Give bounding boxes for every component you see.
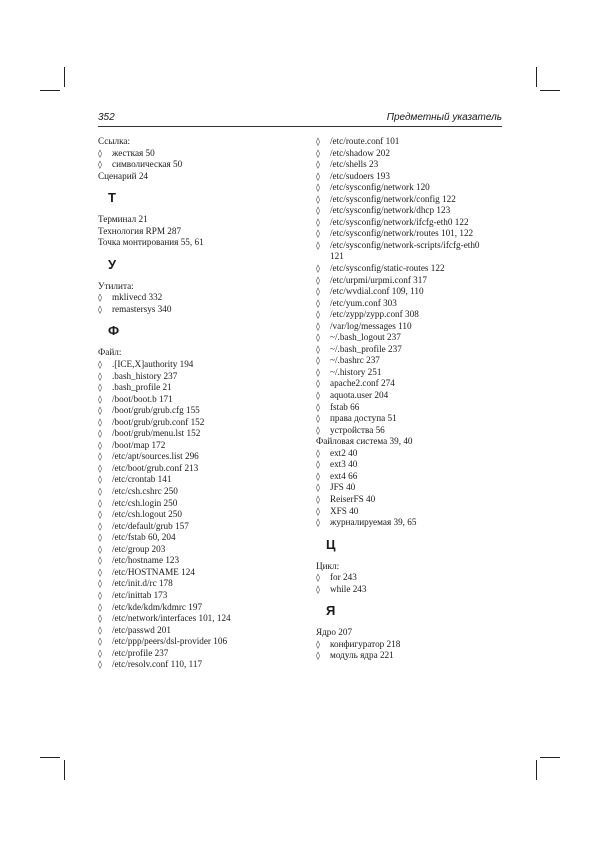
subentry-text: ext4 66 xyxy=(330,470,358,481)
index-subentry xyxy=(316,482,506,494)
subentry-text: /etc/route.conf 101 xyxy=(330,136,400,146)
index-subentry xyxy=(316,390,506,402)
header-rule xyxy=(98,126,502,127)
lozenge-bullet-icon: ◊ xyxy=(316,171,320,181)
index-subentry xyxy=(316,321,506,333)
index-subentry xyxy=(316,402,506,414)
index-subentry xyxy=(316,286,506,298)
index-subentry xyxy=(98,613,298,625)
subentry-text: права доступа 51 xyxy=(330,413,397,424)
subentry-text: /etc/sysconfig/network-scripts/ifcfg-eth0 xyxy=(330,239,480,250)
lozenge-bullet-icon: ◊ xyxy=(316,356,320,366)
subentry-text: /boot/map 172 xyxy=(112,439,166,450)
subentry-text: /etc/apt/sources.list 296 xyxy=(112,451,199,462)
subentry-text: /etc/urpmi/urpmi.conf 317 xyxy=(330,274,427,285)
lozenge-bullet-icon: ◊ xyxy=(316,137,320,146)
lozenge-bullet-icon: ◊ xyxy=(316,391,320,401)
lozenge-bullet-icon: ◊ xyxy=(98,371,102,381)
lozenge-bullet-icon: ◊ xyxy=(316,217,320,227)
subentry-text: /etc/shadow 202 xyxy=(330,147,390,158)
index-subentry xyxy=(98,417,298,429)
subentry-text: remastersys 340 xyxy=(112,303,172,314)
subentry-text: for 243 xyxy=(330,572,357,583)
lozenge-bullet-icon: ◊ xyxy=(98,394,102,404)
section-letter: Ф xyxy=(108,323,120,339)
index-subentry xyxy=(98,292,298,304)
subentry-text: /etc/sysconfig/static-routes 122 xyxy=(330,263,445,274)
lozenge-bullet-icon: ◊ xyxy=(316,402,320,412)
lozenge-bullet-icon: ◊ xyxy=(316,287,320,297)
lozenge-bullet-icon: ◊ xyxy=(316,506,320,516)
lozenge-bullet-icon: ◊ xyxy=(316,414,320,424)
index-subentry xyxy=(98,521,298,533)
index-subentry xyxy=(316,355,506,367)
crop-mark xyxy=(536,67,537,87)
index-subentry xyxy=(316,517,506,529)
index-subentry xyxy=(316,584,506,596)
index-subentry xyxy=(316,136,506,148)
lozenge-bullet-icon: ◊ xyxy=(98,556,102,566)
page-number: 352 xyxy=(98,112,115,123)
subentry-text: /etc/sysconfig/network/routes 101, 122 xyxy=(330,228,474,239)
index-entry: Ядро 207 xyxy=(316,627,353,638)
subentry-text: /etc/sysconfig/network 120 xyxy=(330,182,430,193)
lozenge-bullet-icon: ◊ xyxy=(316,518,320,528)
subentry-text: /etc/kde/kdm/kdmrc 197 xyxy=(112,601,203,612)
subentry-text: /etc/resolv.conf 110, 117 xyxy=(112,659,203,670)
lozenge-bullet-icon: ◊ xyxy=(316,275,320,285)
index-entry: Файловая система 39, 40 xyxy=(316,436,413,447)
index-subentry xyxy=(316,194,506,206)
index-subentry xyxy=(98,509,298,521)
lozenge-bullet-icon: ◊ xyxy=(316,367,320,377)
subentry-text: fstab 66 xyxy=(330,401,360,412)
subentry-text: модуль ядра 221 xyxy=(330,650,394,661)
index-subentry xyxy=(316,298,506,310)
subentry-text: /etc/sysconfig/network/ifcfg-eth0 122 xyxy=(330,216,469,227)
lozenge-bullet-icon: ◊ xyxy=(316,379,320,389)
lozenge-bullet-icon: ◊ xyxy=(98,293,102,303)
index-entry: Файл: xyxy=(98,347,122,358)
subentry-text: символическая 50 xyxy=(112,159,183,170)
subentry-text: .bash_profile 21 xyxy=(112,382,172,393)
index-subentry xyxy=(98,544,298,556)
lozenge-bullet-icon: ◊ xyxy=(316,310,320,320)
index-subentry xyxy=(316,471,506,483)
lozenge-bullet-icon: ◊ xyxy=(98,440,102,450)
subentry-text: /var/log/messages 110 xyxy=(330,320,412,331)
subentry-text: /etc/network/interfaces 101, 124 xyxy=(112,613,231,624)
index-subentry xyxy=(98,625,298,637)
lozenge-bullet-icon: ◊ xyxy=(98,406,102,416)
subentry-text: /boot/grub/grub.conf 152 xyxy=(112,416,205,427)
lozenge-bullet-icon: ◊ xyxy=(316,584,320,594)
lozenge-bullet-icon: ◊ xyxy=(316,471,320,481)
index-subentry xyxy=(316,275,506,287)
index-subentry xyxy=(316,171,506,183)
index-subentry xyxy=(316,413,506,425)
crop-mark xyxy=(40,90,60,91)
index-entry: Цикл: xyxy=(316,560,340,571)
lozenge-bullet-icon: ◊ xyxy=(98,463,102,473)
index-subentry xyxy=(98,636,298,648)
index-subentry xyxy=(98,463,298,475)
subentry-text: /etc/zypp/zypp.conf 308 xyxy=(330,309,419,320)
lozenge-bullet-icon: ◊ xyxy=(316,333,320,343)
index-subentry xyxy=(98,440,298,452)
index-subentry xyxy=(98,659,298,671)
lozenge-bullet-icon: ◊ xyxy=(98,590,102,600)
subentry-text: /etc/group 203 xyxy=(112,543,166,554)
lozenge-bullet-icon: ◊ xyxy=(316,425,320,435)
crop-mark xyxy=(40,757,60,758)
subentry-text: /etc/ppp/peers/dsl-provider 106 xyxy=(112,636,228,647)
lozenge-bullet-icon: ◊ xyxy=(98,498,102,508)
subentry-text: устройства 56 xyxy=(330,424,385,435)
index-subentry xyxy=(98,578,298,590)
running-title: Предметный указатель xyxy=(386,112,502,123)
index-subentry xyxy=(316,159,506,171)
lozenge-bullet-icon: ◊ xyxy=(316,264,320,274)
lozenge-bullet-icon: ◊ xyxy=(98,614,102,624)
index-subentry xyxy=(316,344,506,356)
index-subentry xyxy=(98,304,298,316)
subentry-text: /etc/passwd 201 xyxy=(112,624,171,635)
subentry-text: /etc/HOSTNAME 124 xyxy=(112,566,195,577)
subentry-text: .bash_history 237 xyxy=(112,370,178,381)
section-letter: Т xyxy=(108,190,116,206)
subentry-text: /boot/grub/menu.lst 152 xyxy=(112,428,201,439)
index-subentry xyxy=(98,359,298,371)
lozenge-bullet-icon: ◊ xyxy=(98,160,102,170)
lozenge-bullet-icon: ◊ xyxy=(316,240,320,250)
index-subentry xyxy=(316,182,506,194)
subentry-text: ~/.history 251 xyxy=(330,366,382,377)
lozenge-bullet-icon: ◊ xyxy=(98,360,102,370)
lozenge-bullet-icon: ◊ xyxy=(316,573,320,583)
index-subentry xyxy=(98,428,298,440)
index-subentry xyxy=(316,572,506,584)
index-subentry xyxy=(316,494,506,506)
index-subentry xyxy=(98,148,298,160)
subentry-text: /etc/fstab 60, 204 xyxy=(112,532,176,543)
crop-mark xyxy=(64,67,65,87)
subentry-text: .[ICE,X]authority 194 xyxy=(112,359,194,370)
subentry-text: /etc/sudoers 193 xyxy=(330,170,390,181)
index-entry: Утилита: xyxy=(98,280,134,291)
subentry-text: ext2 40 xyxy=(330,447,358,458)
index-entry: Сценарий 24 xyxy=(98,170,149,181)
lozenge-bullet-icon: ◊ xyxy=(98,429,102,439)
subentry-text: /etc/wvdial.conf 109, 110 xyxy=(330,286,424,297)
subentry-text: /etc/inittab 173 xyxy=(112,589,168,600)
lozenge-bullet-icon: ◊ xyxy=(98,602,102,612)
lozenge-bullet-icon: ◊ xyxy=(98,648,102,658)
subentry-text: /boot/boot.b 171 xyxy=(112,393,173,404)
crop-mark xyxy=(64,760,65,780)
index-subentry xyxy=(98,532,298,544)
subentry-text: /etc/profile 237 xyxy=(112,647,169,658)
subentry-text: /boot/grub/grub.cfg 155 xyxy=(112,405,200,416)
subentry-text: /etc/hostname 123 xyxy=(112,555,180,566)
index-entry: Ссылка: xyxy=(98,136,131,146)
lozenge-bullet-icon: ◊ xyxy=(98,487,102,497)
lozenge-bullet-icon: ◊ xyxy=(316,194,320,204)
index-subentry xyxy=(98,159,298,171)
index-subentry xyxy=(316,425,506,437)
crop-mark xyxy=(540,757,560,758)
lozenge-bullet-icon: ◊ xyxy=(316,494,320,504)
index-subentry xyxy=(316,148,506,160)
section-letter: Я xyxy=(326,603,336,619)
index-subentry xyxy=(98,394,298,406)
subentry-text: /etc/default/grub 157 xyxy=(112,520,189,531)
running-header xyxy=(98,112,502,128)
subentry-text: жесткая 50 xyxy=(112,147,155,158)
lozenge-bullet-icon: ◊ xyxy=(98,660,102,670)
lozenge-bullet-icon: ◊ xyxy=(316,298,320,308)
subentry-text: ~/.bash_logout 237 xyxy=(330,332,401,343)
index-entry: Точка монтирования 55, 61 xyxy=(98,237,204,248)
lozenge-bullet-icon: ◊ xyxy=(98,475,102,485)
subentry-text: /etc/crontab 141 xyxy=(112,474,172,485)
lozenge-bullet-icon: ◊ xyxy=(98,544,102,554)
lozenge-bullet-icon: ◊ xyxy=(98,452,102,462)
index-subentry xyxy=(98,602,298,614)
lozenge-bullet-icon: ◊ xyxy=(98,625,102,635)
lozenge-bullet-icon: ◊ xyxy=(316,344,320,354)
subentry-text: /etc/csh.cshrc 250 xyxy=(112,486,178,497)
index-subentry xyxy=(98,382,298,394)
subentry-text: ReiserFS 40 xyxy=(330,493,376,504)
section-letter: Ц xyxy=(326,536,336,552)
subentry-text: ~/.bash_profile 237 xyxy=(330,343,402,354)
lozenge-bullet-icon: ◊ xyxy=(316,639,320,649)
subentry-text: mklivecd 332 xyxy=(112,292,163,303)
subentry-text: while 243 xyxy=(330,583,367,594)
lozenge-bullet-icon: ◊ xyxy=(316,183,320,193)
index-subentry xyxy=(316,240,506,252)
subentry-text: журналируемая 39, 65 xyxy=(330,517,417,528)
section-letter: У xyxy=(108,256,117,272)
index-subentry xyxy=(316,378,506,390)
crop-mark xyxy=(536,760,537,780)
subentry-text: XFS 40 xyxy=(330,505,359,516)
lozenge-bullet-icon: ◊ xyxy=(98,417,102,427)
index-entry: Терминал 21 xyxy=(98,214,148,225)
index-subentry xyxy=(98,405,298,417)
crop-mark xyxy=(540,90,560,91)
subentry-text: /etc/csh.login 250 xyxy=(112,497,178,508)
index-subentry xyxy=(316,448,506,460)
subentry-text: JFS 40 xyxy=(330,482,356,493)
index-subentry xyxy=(316,506,506,518)
subentry-text: /etc/sysconfig/network/config 122 xyxy=(330,193,456,204)
index-entry: Технология RPM 287 xyxy=(98,225,182,236)
lozenge-bullet-icon: ◊ xyxy=(98,521,102,531)
index-subentry xyxy=(98,498,298,510)
lozenge-bullet-icon: ◊ xyxy=(316,483,320,493)
lozenge-bullet-icon: ◊ xyxy=(98,567,102,577)
index-subentry xyxy=(98,486,298,498)
index-column-left xyxy=(98,136,298,671)
index-column-right xyxy=(316,136,506,662)
subentry-text: /etc/shells 23 xyxy=(330,159,379,170)
lozenge-bullet-icon: ◊ xyxy=(98,304,102,314)
lozenge-bullet-icon: ◊ xyxy=(98,637,102,647)
index-subentry xyxy=(316,228,506,240)
lozenge-bullet-icon: ◊ xyxy=(316,651,320,661)
subentry-text: /etc/csh.logout 250 xyxy=(112,509,182,520)
subentry-text: /etc/boot/grub.conf 213 xyxy=(112,462,199,473)
index-subentry xyxy=(98,555,298,567)
index-subentry xyxy=(316,639,506,651)
subentry-text: /etc/yum.conf 303 xyxy=(330,297,397,308)
index-subentry xyxy=(98,371,298,383)
lozenge-bullet-icon: ◊ xyxy=(98,533,102,543)
lozenge-bullet-icon: ◊ xyxy=(316,148,320,158)
index-subentry xyxy=(316,459,506,471)
lozenge-bullet-icon: ◊ xyxy=(316,321,320,331)
index-subentry xyxy=(316,332,506,344)
lozenge-bullet-icon: ◊ xyxy=(98,383,102,393)
index-subentry xyxy=(316,650,506,662)
subentry-text: /etc/sysconfig/network/dhcp 123 xyxy=(330,205,451,216)
subentry-text: ext3 40 xyxy=(330,459,358,470)
index-subentry xyxy=(98,567,298,579)
index-subentry xyxy=(98,590,298,602)
index-subentry xyxy=(98,474,298,486)
lozenge-bullet-icon: ◊ xyxy=(98,148,102,158)
lozenge-bullet-icon: ◊ xyxy=(98,510,102,520)
index-subentry xyxy=(316,367,506,379)
lozenge-bullet-icon: ◊ xyxy=(316,448,320,458)
lozenge-bullet-icon: ◊ xyxy=(316,206,320,216)
subentry-text: конфигуратор 218 xyxy=(330,638,401,649)
lozenge-bullet-icon: ◊ xyxy=(316,460,320,470)
subentry-text: ~/.bashrc 237 xyxy=(330,355,380,366)
subentry-text: aquota.user 204 xyxy=(330,390,389,401)
index-continuation: 121 xyxy=(330,251,344,262)
lozenge-bullet-icon: ◊ xyxy=(316,160,320,170)
index-subentry xyxy=(316,309,506,321)
index-subentry xyxy=(98,648,298,660)
index-subentry xyxy=(316,263,506,275)
index-subentry xyxy=(316,217,506,229)
subentry-text: /etc/init.d/rc 178 xyxy=(112,578,173,589)
index-subentry xyxy=(98,451,298,463)
subentry-text: apache2.conf 274 xyxy=(330,378,395,389)
index-subentry xyxy=(316,205,506,217)
lozenge-bullet-icon: ◊ xyxy=(98,579,102,589)
lozenge-bullet-icon: ◊ xyxy=(316,229,320,239)
